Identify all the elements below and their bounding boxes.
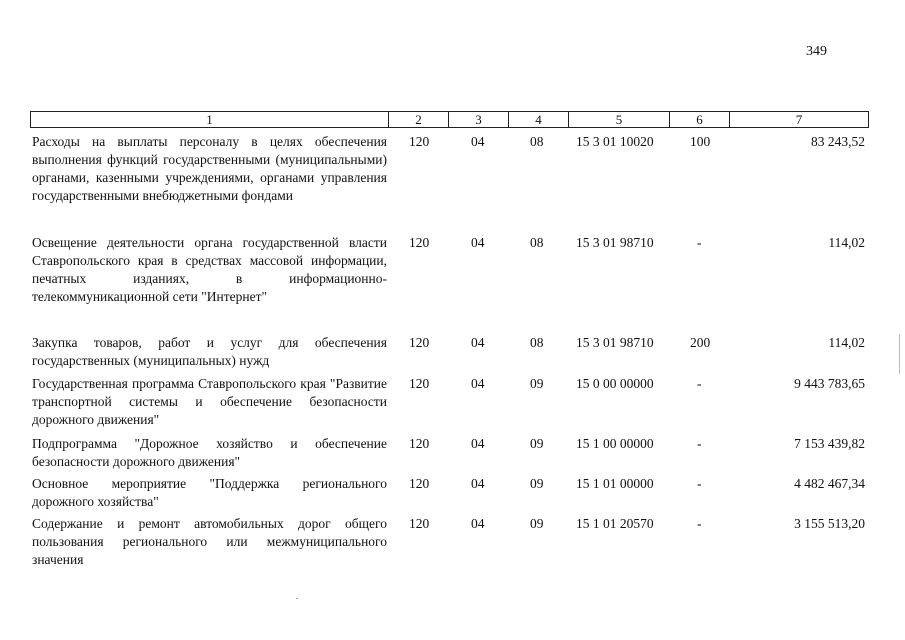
row-col-6: 100 <box>690 134 711 149</box>
row-col-4: 08 <box>530 134 544 149</box>
header-col-5: 5 <box>568 111 670 128</box>
row-col-5: 15 3 01 98710 <box>576 235 654 250</box>
header-col-6: 6 <box>669 111 730 128</box>
row-col-3: 04 <box>471 516 485 531</box>
row-col-2: 120 <box>409 516 430 531</box>
row-col-5: 15 0 00 00000 <box>576 376 654 391</box>
row-col-7: 114,02 <box>828 335 865 350</box>
row-col-6: - <box>697 476 702 491</box>
row-description: Государственная программа Ставропольского края "Развитие транспортной системы и обеспечение безопасности дорожного движения" <box>32 376 387 427</box>
row-col-3: 04 <box>471 134 485 149</box>
row-col-5: 15 1 01 20570 <box>576 516 654 531</box>
header-col-1: 1 <box>30 111 389 128</box>
header-col-4: 4 <box>508 111 569 128</box>
header-col-2: 2 <box>388 111 449 128</box>
row-col-7: 7 153 439,82 <box>794 436 865 451</box>
row-col-6: - <box>697 516 702 531</box>
row-description: Основное мероприятие "Поддержка регионального дорожного хозяйства" <box>32 476 387 509</box>
row-description: Содержание и ремонт автомобильных дорог общего пользования регионального или межмуниципального значения <box>32 516 387 567</box>
page-number: 349 <box>806 44 827 59</box>
row-col-4: 09 <box>530 516 544 531</box>
row-col-4: 09 <box>530 376 544 391</box>
row-description: Освещение деятельности органа государственной власти Ставропольского края в средствах массовой информации, печатных изданиях, в информационно-телекоммуникационной сети "Интернет" <box>32 235 387 304</box>
row-col-3: 04 <box>471 376 485 391</box>
row-col-6: - <box>697 235 702 250</box>
row-col-6: - <box>697 376 702 391</box>
row-description: Закупка товаров, работ и услуг для обеспечения государственных (муниципальных) нужд <box>32 335 387 368</box>
scan-speck <box>296 598 298 599</box>
header-col-7: 7 <box>729 111 869 128</box>
row-col-3: 04 <box>471 436 485 451</box>
row-col-3: 04 <box>471 335 485 350</box>
header-col-3: 3 <box>448 111 509 128</box>
row-col-4: 09 <box>530 476 544 491</box>
row-col-6: - <box>697 436 702 451</box>
row-col-5: 15 3 01 10020 <box>576 134 654 149</box>
row-col-2: 120 <box>409 376 430 391</box>
row-description: Подпрограмма "Дорожное хозяйство и обеспечение безопасности дорожного движения" <box>32 436 387 469</box>
row-col-4: 09 <box>530 436 544 451</box>
row-col-5: 15 1 00 00000 <box>576 436 654 451</box>
row-col-2: 120 <box>409 134 430 149</box>
row-description: Расходы на выплаты персоналу в целях обеспечения выполнения функций государственными (муниципальными) органами, казенными учреждениями, органами управления государственными внебюджетными фондами <box>32 134 387 203</box>
row-col-2: 120 <box>409 436 430 451</box>
row-col-2: 120 <box>409 335 430 350</box>
row-col-2: 120 <box>409 235 430 250</box>
row-col-7: 114,02 <box>828 235 865 250</box>
row-col-4: 08 <box>530 235 544 250</box>
row-col-4: 08 <box>530 335 544 350</box>
row-col-2: 120 <box>409 476 430 491</box>
row-col-7: 9 443 783,65 <box>794 376 865 391</box>
row-col-5: 15 3 01 98710 <box>576 335 654 350</box>
row-col-3: 04 <box>471 476 485 491</box>
row-col-7: 4 482 467,34 <box>794 476 865 491</box>
row-col-5: 15 1 01 00000 <box>576 476 654 491</box>
row-col-6: 200 <box>690 335 711 350</box>
scan-edge-mark <box>899 334 900 374</box>
row-col-7: 3 155 513,20 <box>794 516 865 531</box>
row-col-7: 83 243,52 <box>811 134 865 149</box>
row-col-3: 04 <box>471 235 485 250</box>
